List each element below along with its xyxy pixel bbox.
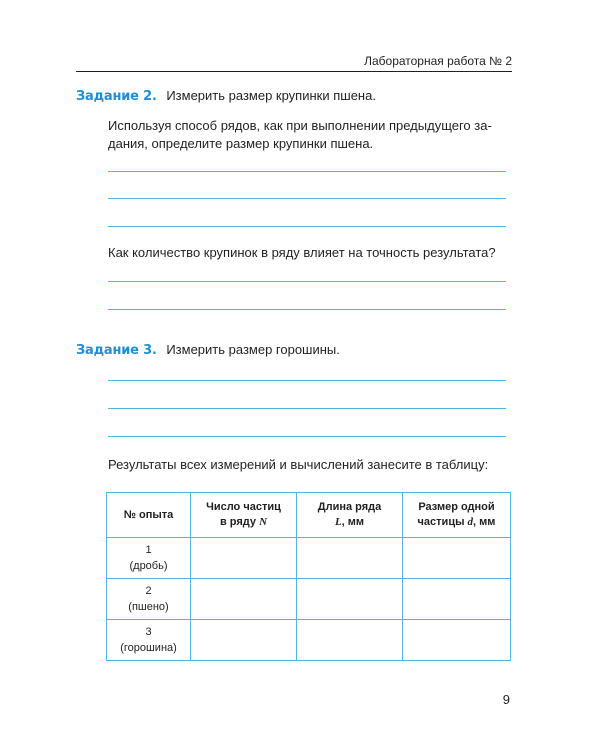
particle-size-cell[interactable] (403, 538, 511, 579)
header-particle-size: Размер одной частицы d, мм (403, 493, 511, 538)
page-header-title: Лабораторная работа № 2 (364, 54, 512, 68)
particle-size-cell[interactable] (403, 579, 511, 620)
task-3-title: Измерить размер горошины. (166, 342, 340, 357)
page-number: 9 (502, 692, 510, 707)
row-length-cell[interactable] (297, 538, 403, 579)
experiment-cell: 2 (пшено) (107, 579, 191, 620)
particle-count-cell[interactable] (191, 579, 297, 620)
answer-line[interactable] (108, 408, 506, 409)
header-rule (76, 71, 512, 72)
row-length-cell[interactable] (297, 620, 403, 661)
task-2-instruction-line-2: дания, определите размер крупинки пшена. (108, 136, 374, 151)
results-table (106, 492, 511, 661)
particle-count-cell[interactable] (191, 620, 297, 661)
header-row-length: Длина ряда L, мм (297, 493, 403, 538)
results-prompt: Результаты всех измерений и вычислений занесите в таблицу: (108, 457, 489, 472)
answer-line[interactable] (108, 198, 506, 199)
task-3-heading (76, 342, 340, 358)
table-header-row (107, 493, 511, 538)
task-2-instruction-line-1: Используя способ рядов, как при выполнении предыдущего за- (108, 118, 492, 133)
particle-count-cell[interactable] (191, 538, 297, 579)
task-2-label: Задание 2. (76, 89, 157, 104)
table-row (107, 620, 511, 661)
answer-line[interactable] (108, 436, 506, 437)
task-2-question: Как количество крупинок в ряду влияет на точность результата? (108, 245, 496, 260)
row-length-cell[interactable] (297, 579, 403, 620)
experiment-cell: 3 (горошина) (107, 620, 191, 661)
header-particle-count: Число частиц в ряду N (191, 493, 297, 538)
task-2-title: Измерить размер крупинки пшена. (166, 88, 376, 103)
particle-size-cell[interactable] (403, 620, 511, 661)
experiment-cell: 1 (дробь) (107, 538, 191, 579)
table-row (107, 579, 511, 620)
table-row (107, 538, 511, 579)
task-2-heading (76, 88, 376, 104)
answer-line[interactable] (108, 380, 506, 381)
answer-line[interactable] (108, 226, 506, 227)
answer-line[interactable] (108, 281, 506, 282)
header-experiment-number: № опыта (107, 493, 191, 538)
task-3-label: Задание 3. (76, 343, 157, 358)
answer-line[interactable] (108, 171, 506, 172)
answer-line[interactable] (108, 309, 506, 310)
